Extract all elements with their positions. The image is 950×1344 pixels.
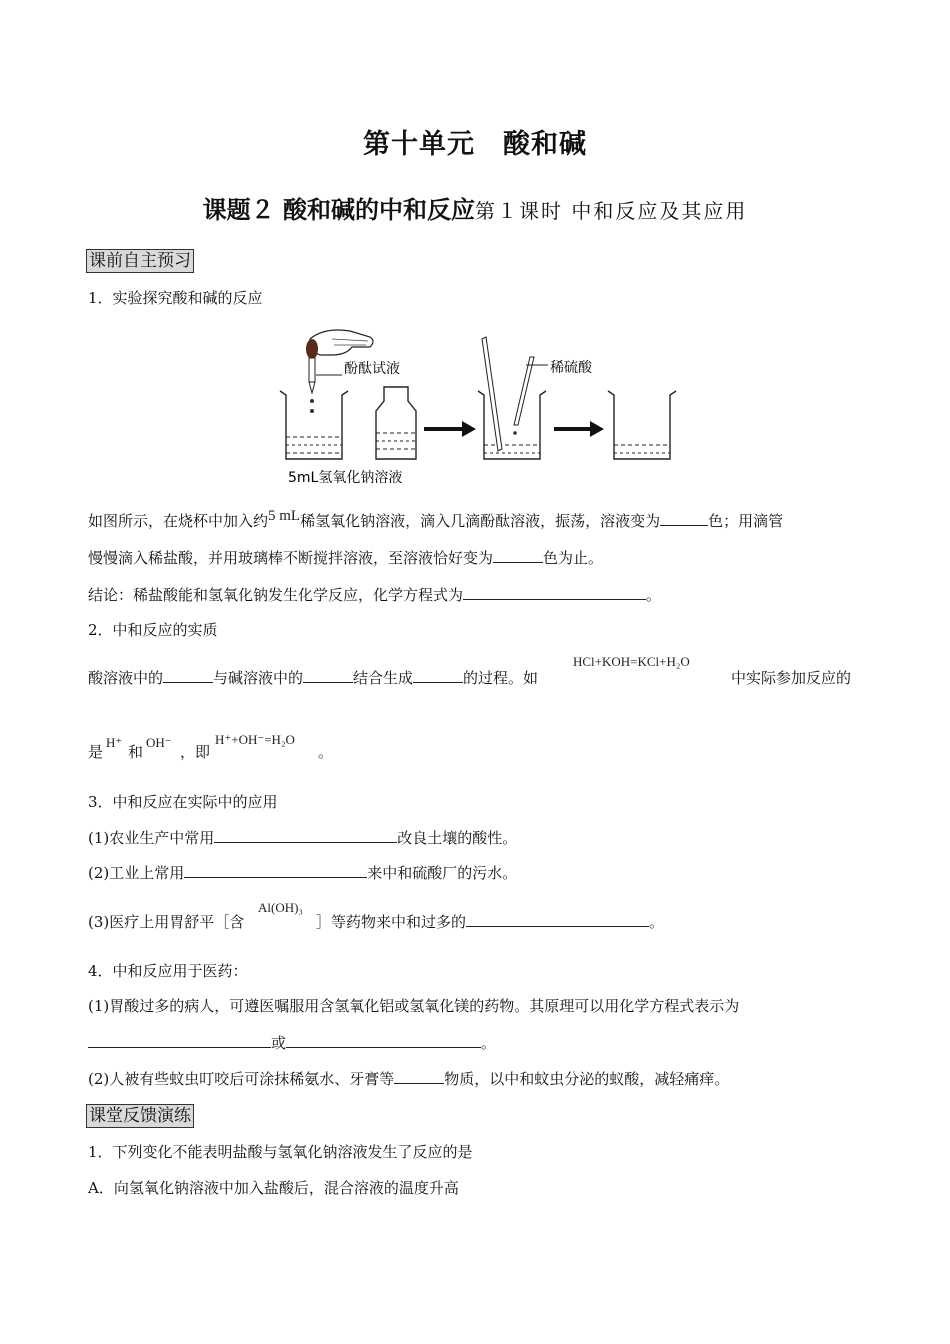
q4-item1: (1)胃酸过多的病人，可遵医嘱服用含氢氧化铝或氢氧化镁的药物。其原理可以用化学方程式表示为 xyxy=(88,997,740,1015)
aluminum-hydroxide-formula: Al(OH)₃ xyxy=(258,900,303,915)
beaker-label: 5mL氢氧化钠溶液 xyxy=(288,470,403,486)
blank-color-1[interactable] xyxy=(660,511,708,526)
q2-line2-start: 是 xyxy=(88,743,104,761)
lesson-title: 第１课时 中和反应及其应用 xyxy=(475,199,748,223)
reagent-bottle xyxy=(376,387,416,459)
dropper-label: 酚酞试液 xyxy=(344,361,400,377)
page-title: 第十单元 酸和碱 xyxy=(363,129,587,160)
q1-paragraph-line2: 慢慢滴入稀盐酸，并用玻璃棒不断搅拌溶液，至溶液恰好变为 色为止。 xyxy=(88,549,604,567)
arrow-2 xyxy=(554,421,604,437)
section-practice: 课堂反馈演练 xyxy=(86,1104,194,1128)
q2-and: 和 xyxy=(128,743,144,761)
q1-conclusion: 结论：稀盐酸能和氢氧化钠发生化学反应，化学方程式为 。 xyxy=(88,586,662,604)
q3-item2: (2)工业上常用 来中和硫酸厂的污水。 xyxy=(88,864,518,882)
hand-drawing xyxy=(310,330,373,355)
blank-color-2[interactable] xyxy=(493,548,543,563)
practice-option-a[interactable]: A．向氢氧化钠溶液中加入盐酸后，混合溶液的温度升高 xyxy=(88,1179,459,1197)
ionic-equation: H⁺+OH⁻=H₂O xyxy=(215,732,295,747)
q1-paragraph-line1: 如图所示，在烧杯中加入约5 mL稀氢氧化钠溶液，滴入几滴酚酞溶液，振荡，溶液变为 色；用滴管 xyxy=(88,508,784,530)
blank-equation-mg[interactable] xyxy=(286,1033,481,1048)
q3-item1: (1)农业生产中常用 改良土壤的酸性。 xyxy=(88,829,518,847)
example-equation: HCl+KOH=KCl+H₂O xyxy=(573,654,690,669)
beaker-1 xyxy=(280,391,348,459)
arrow-1 xyxy=(424,421,476,437)
section-preview: 课前自主预习 xyxy=(86,249,194,273)
q2-line1-end: 中实际参加反应的 xyxy=(731,669,852,687)
dropper-tube xyxy=(309,358,315,382)
q2-ie: ，即 xyxy=(180,743,211,761)
volume-value: 5 mL xyxy=(268,508,301,524)
q2-end: 。 xyxy=(318,743,334,761)
blank-equation[interactable] xyxy=(463,585,646,600)
blank-product[interactable] xyxy=(413,668,463,683)
q4-item1-blanks: 或 。 xyxy=(88,1033,496,1053)
q4-item2: (2)人被有些蚊虫叮咬后可涂抹稀氨水、牙膏等 物质，以中和蚊虫分泌的蚁酸，减轻痛痒。 xyxy=(88,1070,730,1088)
blank-base-ion[interactable] xyxy=(303,668,353,683)
beaker-2 xyxy=(478,391,546,459)
q2-line1: 酸溶液中的 与碱溶液中的 结合生成 的过程。如 xyxy=(88,669,539,687)
experiment-figure xyxy=(272,325,682,490)
q3-item3-end: ］等药物来中和过多的 。 xyxy=(316,913,665,931)
q3-heading: 3．中和反应在实际中的应用 xyxy=(88,793,278,811)
blank-agriculture[interactable] xyxy=(214,828,397,843)
blank-substance[interactable] xyxy=(394,1069,444,1084)
acid-dropper xyxy=(514,357,534,425)
dropper-bulb xyxy=(306,339,318,359)
blank-equation-al[interactable] xyxy=(88,1033,271,1048)
topic-title: 课题２ 酸和碱的中和反应 xyxy=(202,196,475,224)
q2-heading: 2．中和反应的实质 xyxy=(88,621,218,639)
hydrogen-ion: H⁺ xyxy=(106,735,123,750)
experiment-diagram xyxy=(272,325,682,490)
glass-rod xyxy=(482,337,502,451)
acid-label: 稀硫酸 xyxy=(550,360,592,376)
hydroxide-ion: OH⁻ xyxy=(146,735,172,750)
q3-item3-start: (3)医疗上用胃舒平［含 xyxy=(88,913,245,931)
q1-heading: 1．实验探究酸和碱的反应 xyxy=(88,289,263,307)
blank-acid-ion[interactable] xyxy=(163,668,213,683)
practice-q1: 1．下列变化不能表明盐酸与氢氧化钠溶液发生了反应的是 xyxy=(88,1143,473,1161)
q4-heading: 4．中和反应用于医药： xyxy=(88,962,248,980)
blank-industry[interactable] xyxy=(184,863,367,878)
blank-medicine[interactable] xyxy=(466,912,649,927)
beaker-3 xyxy=(608,391,676,459)
lesson-subtitle xyxy=(0,190,950,225)
